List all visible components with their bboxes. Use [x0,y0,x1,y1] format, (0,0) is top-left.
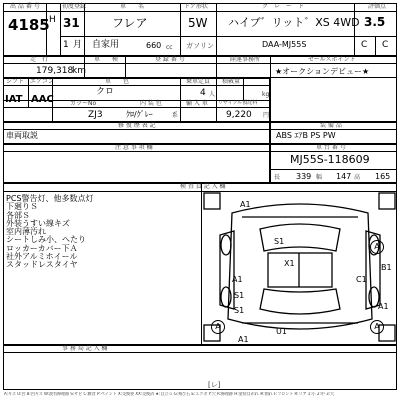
usage-type: 自家用 [92,40,120,50]
damage-a1-bottom: A1 [238,335,249,344]
interior-grade: C [361,40,368,50]
month-unit: 月 [73,40,83,50]
height: 165 [375,172,391,181]
ac-type: AAC [31,94,54,105]
damage-a-right: A [370,240,384,254]
note-line: シートしみ小、へたり [6,235,86,245]
interior-color-label: 内 装 色 [140,100,162,107]
mileage-unit: km [72,66,86,76]
damage-u1: U1 [276,327,287,336]
body-color: クロ [96,87,115,97]
damage-c1: C1 [356,275,367,284]
capacity-label: 乗車定員 [186,78,211,85]
damage-a1-right: A1 [378,302,389,311]
auction-score: 3.5 [364,15,386,29]
car-name: フレア [112,16,148,30]
repair-history-label: 修 復 歴 表 記 [118,122,156,129]
length: 339 [296,172,312,181]
note-line: 外装うすい線キズ [6,218,70,228]
lot-number: 4185 [8,16,50,34]
chassis-number: MJ55S-118609 [290,153,370,166]
era: H [49,15,56,25]
fuel-type: ガソリン [186,42,214,50]
damage-s1-mid: S1 [234,291,245,300]
inspector-notes-list [6,195,198,270]
width-label: 幅 [316,174,323,181]
damage-s1-top: S1 [274,237,285,246]
rear-window [260,289,340,314]
exterior-grade: C [382,40,389,50]
note-line: スタッドレスタイヤ [6,260,78,270]
interior-color-suffix: 系 [172,112,179,119]
sales-point-label: セールスポイント [308,56,356,63]
score-label: 評価点 [368,3,387,10]
capacity: 4 [200,88,206,98]
sales-point: ★オークションデビュー★ [275,67,370,76]
car-name-label: 車 名 [120,3,145,10]
damage-a1-left: A1 [232,275,243,284]
car-body-outline [228,204,372,329]
note-line: PCS警告灯、他多数点灯 [6,194,94,203]
color-number: ZJ3 [88,110,103,120]
interior-color: ｸﾛ/ｸﾞﾚｰ [126,110,153,119]
note-line: 各部Ｓ [6,210,30,220]
damage-b1: B1 [381,263,392,272]
note-line: 下廻りＳ [6,202,38,212]
displacement-unit: cc [166,44,173,51]
door-type: 5W [188,16,208,30]
note-line: 室内薄汚れ [6,227,46,237]
damage-s1-low: S1 [234,306,245,315]
rear-left-wheel [221,287,231,307]
color-label: 車 色 [105,78,130,85]
shift-label: シフト [6,78,25,85]
capacity-unit: 人 [209,91,216,98]
width: 147 [336,172,352,181]
model-code: DAA-MJ55S [262,40,307,49]
length-label: 長 [274,174,281,181]
equipment-label: 装 備 品 [320,122,342,129]
color-number-label: カラーNo [70,100,97,107]
door-type-label: ドア形状 [184,3,208,10]
recycle-fee-unit: 円 [263,112,270,119]
note-line: ロッカーカバー下Ａ [6,243,78,253]
equipment: ABS ｴｱB PS PW [276,131,336,140]
roof [268,253,332,287]
inspector-notes-label: 検 査 員 記 入 欄 [180,183,226,190]
mileage-label: 走 行 [30,56,49,63]
grade-label: グ レ ー ド [262,3,305,10]
front-left-wheel [221,235,231,255]
repair-history: 車両取説 [6,131,38,140]
damage-legend: A:キズ U:凹 B:凹キズ W:波有修理跡 S:サビ C:腐食 P:ペイント X:交換要 XX:交換済 ★:目立つ G:飛び石 E:エクボ Y:穴 R:修理跡 H:塗装はがれ ※:割れ F:フロント R:リア 1:小 2:中 3:大 [4,392,335,396]
height-label: 高 [354,174,361,181]
windshield [260,224,340,251]
damage-a1-front: A1 [240,200,251,209]
registration-month: 1 [63,40,69,50]
damage-x1: X1 [284,259,295,268]
transport-office-label: 陸運事務所 [230,56,261,63]
grade: ハイブ゛リット゛XS 4WD [228,16,360,29]
office-tag: [レ] [208,381,221,389]
ac-label: エアコン [30,78,54,85]
car-damage-diagram [202,191,397,345]
displacement: 660 [146,41,162,50]
registration-year: 31 [63,16,80,30]
left-side [220,231,234,309]
notes-label: 注 意 事 項 欄 [115,144,153,151]
office-label: 事 務 局 記 入 欄 [62,345,108,352]
recycle-fee-label: リサイクル預託料 [218,100,258,106]
first-registration-label: 初度登録 [62,3,87,10]
corner-box [379,193,395,209]
load-label: 積載量 [222,78,241,85]
damage-a-right-bottom: A [370,320,384,334]
damage-a-left-bottom: A [211,320,225,334]
corner-box [204,193,220,209]
shift-type: IAT [5,94,23,105]
lot-number-label: 出 品 番 号 [10,3,40,10]
load-unit: kg [262,91,270,98]
import-label: 輸 入 車 [186,100,208,107]
note-line: 社外アルミホイール [6,252,78,262]
recycle-fee: 9,220 [226,110,252,120]
chassis-number-label: 車 台 番 号 [316,144,346,151]
registration-number-label: 登 録 番 号 [155,56,185,63]
vehicle-inspection-label: 車 検 [94,56,119,63]
mileage: 179,318 [36,66,74,76]
